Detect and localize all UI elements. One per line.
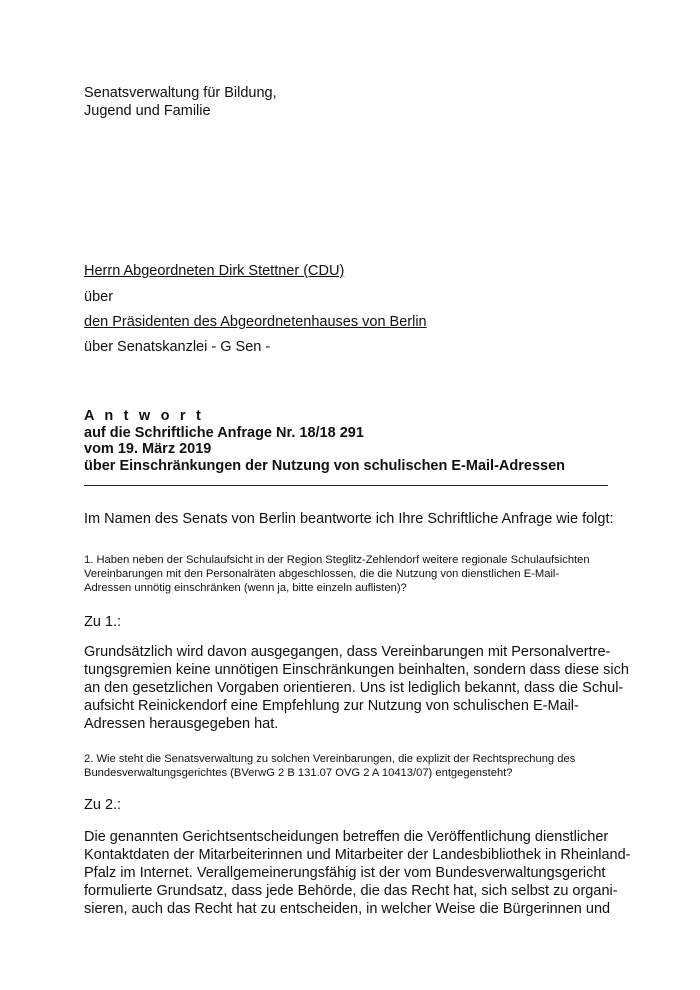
answer-1-line: aufsicht Reinickendorf eine Empfehlung zur Nutzung von schulischen E-Mail- xyxy=(84,698,579,714)
question-2-line: 2. Wie steht die Senatsverwaltung zu solchen Vereinbarungen, die explizit der Rechtsprechung des xyxy=(84,753,576,765)
answer-header xyxy=(84,408,565,474)
answer-1-line: an den gesetzlichen Vorgaben orientieren. Uns ist lediglich bekannt, dass die Schul- xyxy=(84,680,624,696)
answer-2-line: formulierte Grundsatz, dass jede Behörde, die das Recht hat, sich selbst zu organi- xyxy=(84,883,618,899)
answer-2-line: Kontaktdaten der Mitarbeiterinnen und Mitarbeiter der Landesbibliothek in Rheinland- xyxy=(84,847,631,863)
question-1-line: 1. Haben neben der Schulaufsicht in der Region Steglitz-Zehlendorf weitere regionale Schulaufsichten xyxy=(84,554,590,566)
sender-line-1: Senatsverwaltung für Bildung, xyxy=(84,85,277,101)
sender-block xyxy=(84,84,277,120)
recipient-addressee: Herrn Abgeordneten Dirk Stettner (CDU) xyxy=(84,263,345,279)
answer-1-label: Zu 1.: xyxy=(84,614,122,630)
question-1 xyxy=(84,553,590,595)
answer-request-number: auf die Schriftliche Anfrage Nr. 18/18 291 xyxy=(84,424,364,441)
answer-2-label: Zu 2.: xyxy=(84,797,122,813)
recipient-via-2: über Senatskanzlei - G Sen - xyxy=(84,339,271,355)
intro-text: Im Namen des Senats von Berlin beantworte ich Ihre Schriftliche Anfrage wie folgt: xyxy=(84,511,614,527)
recipient-president: den Präsidenten des Abgeordnetenhauses von Berlin xyxy=(84,314,427,330)
answer-subject: über Einschränkungen der Nutzung von schulischen E-Mail-Adressen xyxy=(84,457,565,474)
question-1-line: Vereinbarungen mit den Personalräten abgeschlossen, die die Nutzung von dienstlichen E-Mail- xyxy=(84,568,560,580)
question-2 xyxy=(84,752,575,780)
question-1-line: Adressen unnötig einschränken (wenn ja, bitte einzeln auflisten)? xyxy=(84,582,407,594)
answer-1-line: Adressen herausgegeben hat. xyxy=(84,716,279,732)
answer-1-text xyxy=(84,643,629,733)
answer-title: A n t w o r t xyxy=(84,408,204,424)
answer-2-text xyxy=(84,828,631,918)
answer-date: vom 19. März 2019 xyxy=(84,441,212,457)
answer-2-line: Pfalz im Internet. Verallgemeinerungsfähig ist der vom Bundesverwaltungsgericht xyxy=(84,865,606,881)
sender-line-2: Jugend und Familie xyxy=(84,103,211,119)
question-2-line: Bundesverwaltungsgerichtes (BVerwG 2 B 131.07 OVG 2 A 10413/07) entgegensteht? xyxy=(84,767,513,779)
recipient-via-1: über xyxy=(84,289,114,305)
answer-2-line: Die genannten Gerichtsentscheidungen betreffen die Veröffentlichung dienstlicher xyxy=(84,829,609,845)
answer-2-line: sieren, auch das Recht hat zu entscheiden, in welcher Weise die Bürgerinnen und xyxy=(84,901,611,917)
answer-1-line: tungsgremien keine unnötigen Einschränkungen beinhalten, sondern dass diese sich xyxy=(84,662,629,678)
answer-1-line: Grundsätzlich wird davon ausgegangen, dass Vereinbarungen mit Personalvertre- xyxy=(84,644,611,660)
header-divider xyxy=(84,485,608,486)
